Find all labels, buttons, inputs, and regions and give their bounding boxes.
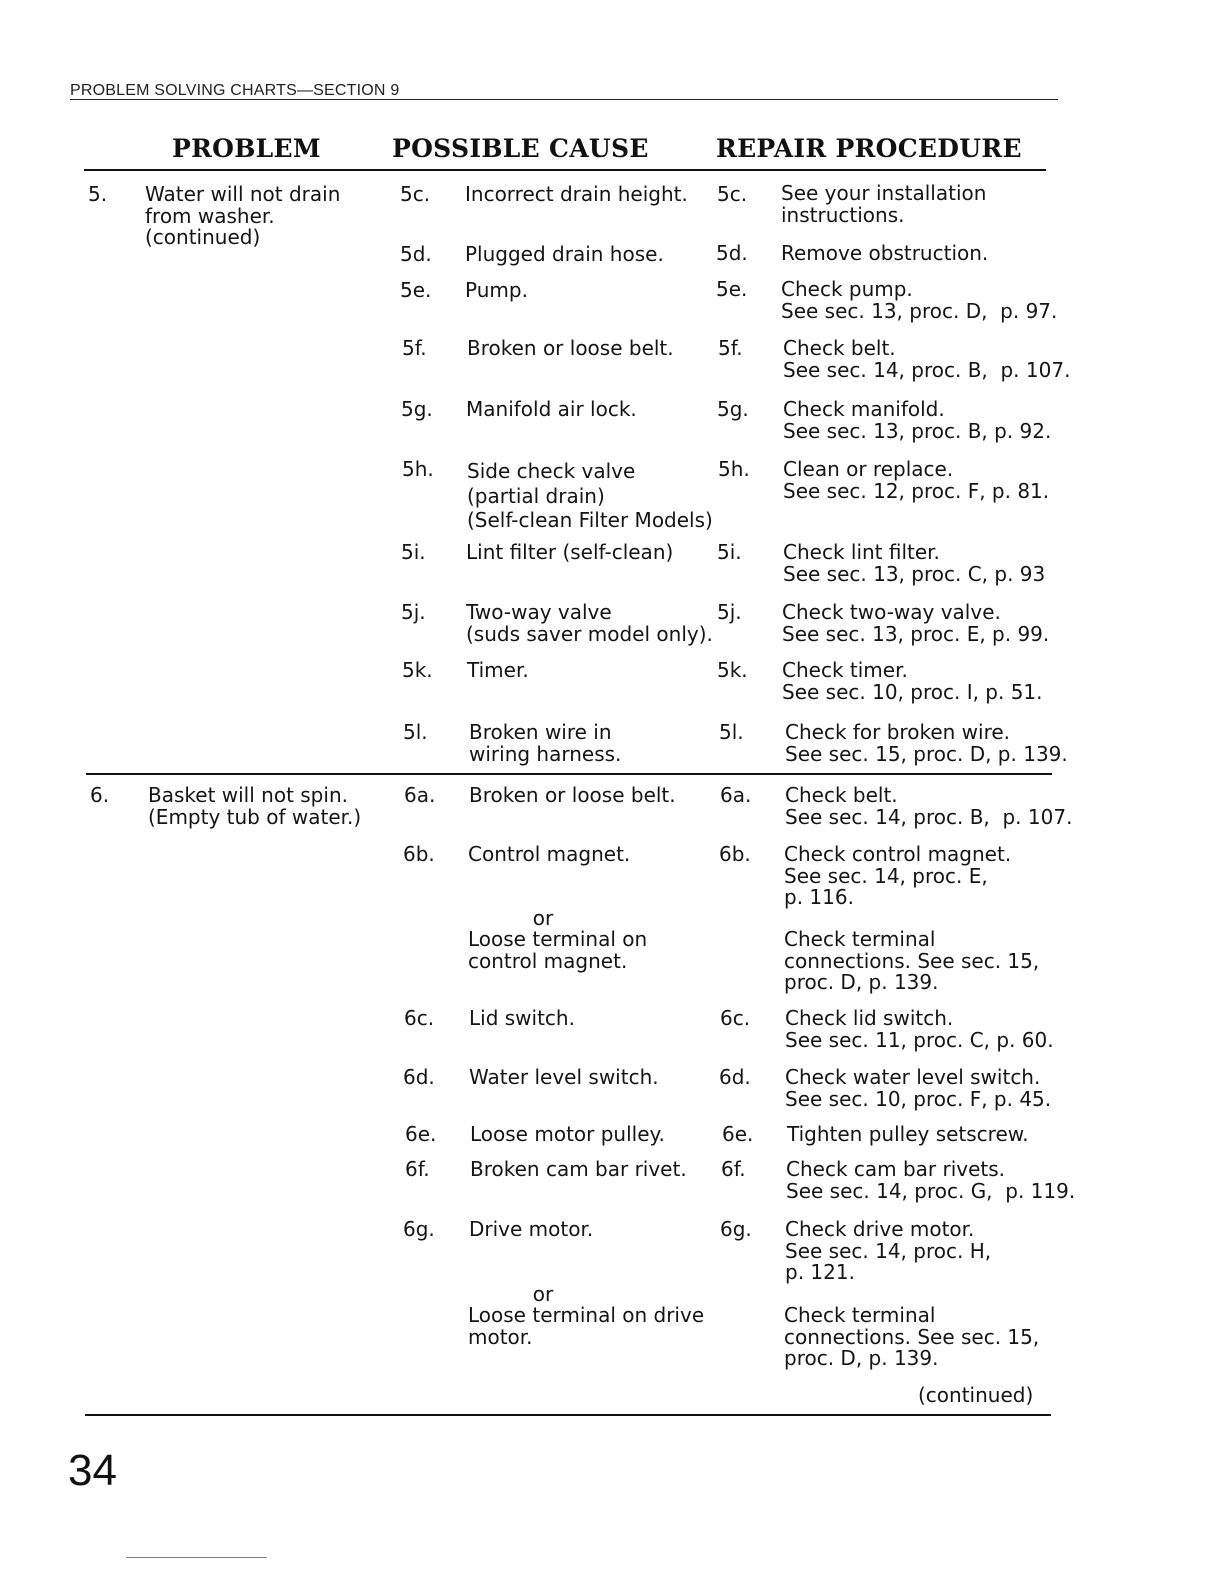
cause-text: Pump. xyxy=(465,278,528,302)
repair-text: Check two-way valve. See sec. 13, proc. E, p. 99. xyxy=(782,600,1050,646)
continued-note: (continued) xyxy=(918,1383,1034,1407)
repair-text: Check cam bar rivets. See sec. 14, proc. G, p. 119. xyxy=(786,1157,1076,1203)
repair-code: 6g. xyxy=(720,1217,752,1241)
repair-code: 6a. xyxy=(720,783,752,807)
repair-text: Check belt. See sec. 14, proc. B, p. 107. xyxy=(785,783,1073,829)
problem-description: Water will not drain from washer. (continued) xyxy=(145,182,341,249)
repair-text: Check lid switch. See sec. 11, proc. C, p. 60. xyxy=(785,1006,1054,1052)
footer-rule xyxy=(126,1557,267,1558)
repair-code: 5i. xyxy=(717,540,742,564)
or-connector: or xyxy=(532,1282,554,1306)
repair-code: 5d. xyxy=(716,241,748,265)
cause-text: Plugged drain hose. xyxy=(465,242,664,266)
table-top-rule xyxy=(84,169,1046,171)
repair-text: Check manifold. See sec. 13, proc. B, p. 92. xyxy=(783,397,1052,443)
problem-number: 5. xyxy=(88,182,108,206)
cause-text: Broken or loose belt. xyxy=(467,336,674,360)
repair-code: 5g. xyxy=(717,397,749,421)
repair-code: 5f. xyxy=(718,336,743,360)
cause-code: 6f. xyxy=(405,1157,430,1181)
repair-text: Check pump. See sec. 13, proc. D, p. 97. xyxy=(781,277,1058,323)
cause-code: 6g. xyxy=(403,1217,435,1241)
cause-text: Lid switch. xyxy=(469,1006,575,1030)
cause-text: Broken cam bar rivet. xyxy=(470,1157,687,1181)
cause-text: Loose terminal on control magnet. xyxy=(468,927,648,973)
cause-code: 5g. xyxy=(401,397,433,421)
repair-code: 5c. xyxy=(717,182,748,206)
section-title: PROBLEM SOLVING CHARTS—SECTION 9 xyxy=(70,82,400,99)
repair-code: 6b. xyxy=(719,842,751,866)
repair-text: Check belt. See sec. 14, proc. B, p. 107. xyxy=(783,336,1071,382)
cause-code: 5e. xyxy=(400,278,432,302)
repair-code: 5k. xyxy=(717,658,748,682)
cause-text: Side check valve (partial drain) (Self-clean Filter Models) xyxy=(467,459,713,532)
cause-code: 6c. xyxy=(404,1006,435,1030)
repair-text: Check control magnet. See sec. 14, proc. E, p. 116. xyxy=(784,842,1012,909)
cause-text: Loose terminal on drive motor. xyxy=(468,1303,705,1349)
repair-text: Check lint filter. See sec. 13, proc. C, p. 93 xyxy=(783,540,1046,586)
cause-code: 5h. xyxy=(402,457,434,481)
repair-code: 5l. xyxy=(719,720,744,744)
repair-text: Clean or replace. See sec. 12, proc. F, p. 81. xyxy=(783,457,1050,503)
column-header-repair: REPAIR PROCEDURE xyxy=(716,134,1022,163)
cause-code: 6e. xyxy=(405,1122,437,1146)
repair-code: 6d. xyxy=(719,1065,751,1089)
repair-text: Tighten pulley setscrew. xyxy=(787,1122,1029,1146)
repair-text: Check drive motor. See sec. 14, proc. H, p. 121. xyxy=(785,1217,992,1284)
repair-code: 5h. xyxy=(718,457,750,481)
repair-code: 6e. xyxy=(722,1122,754,1146)
cause-text: Timer. xyxy=(467,658,529,682)
header-rule xyxy=(70,99,1058,100)
cause-text: Control magnet. xyxy=(468,842,631,866)
problem-number: 6. xyxy=(90,783,110,807)
cause-text: Two-way valve (suds saver model only). xyxy=(466,600,713,646)
repair-code: 5j. xyxy=(717,600,742,624)
cause-text: Broken wire in wiring harness. xyxy=(469,720,622,766)
problem-description: Basket will not spin. (Empty tub of water.) xyxy=(148,783,362,829)
cause-code: 5d. xyxy=(400,242,432,266)
repair-text: Check for broken wire. See sec. 15, proc. D, p. 139. xyxy=(785,720,1068,766)
repair-text: See your installation instructions. xyxy=(781,181,987,227)
section-divider-rule xyxy=(86,773,1052,775)
column-header-cause: POSSIBLE CAUSE xyxy=(392,134,649,163)
cause-code: 5c. xyxy=(400,182,431,206)
cause-code: 6b. xyxy=(403,842,435,866)
repair-text: Remove obstruction. xyxy=(781,241,989,265)
cause-code: 5i. xyxy=(401,540,426,564)
page-number: 34 xyxy=(68,1446,117,1495)
repair-code: 5e. xyxy=(716,277,748,301)
cause-text: Drive motor. xyxy=(469,1217,594,1241)
table-bottom-rule xyxy=(85,1414,1051,1416)
or-connector: or xyxy=(532,906,554,930)
repair-text: Check terminal connections. See sec. 15, proc. D, p. 139. xyxy=(784,927,1040,994)
cause-code: 5k. xyxy=(402,658,433,682)
cause-code: 5j. xyxy=(401,600,426,624)
repair-text: Check water level switch. See sec. 10, proc. F, p. 45. xyxy=(785,1065,1052,1111)
cause-text: Water level switch. xyxy=(469,1065,659,1089)
cause-text: Loose motor pulley. xyxy=(470,1122,665,1146)
cause-code: 5l. xyxy=(403,720,428,744)
repair-text: Check timer. See sec. 10, proc. I, p. 51. xyxy=(782,658,1043,704)
cause-code: 6a. xyxy=(404,783,436,807)
column-header-problem: PROBLEM xyxy=(172,134,321,163)
repair-code: 6f. xyxy=(721,1157,746,1181)
cause-text: Incorrect drain height. xyxy=(465,182,688,206)
cause-code: 5f. xyxy=(402,336,427,360)
cause-text: Lint filter (self-clean) xyxy=(466,540,674,564)
cause-text: Manifold air lock. xyxy=(466,397,637,421)
repair-text: Check terminal connections. See sec. 15, proc. D, p. 139. xyxy=(784,1303,1040,1370)
repair-code: 6c. xyxy=(720,1006,751,1030)
cause-code: 6d. xyxy=(403,1065,435,1089)
cause-text: Broken or loose belt. xyxy=(469,783,676,807)
